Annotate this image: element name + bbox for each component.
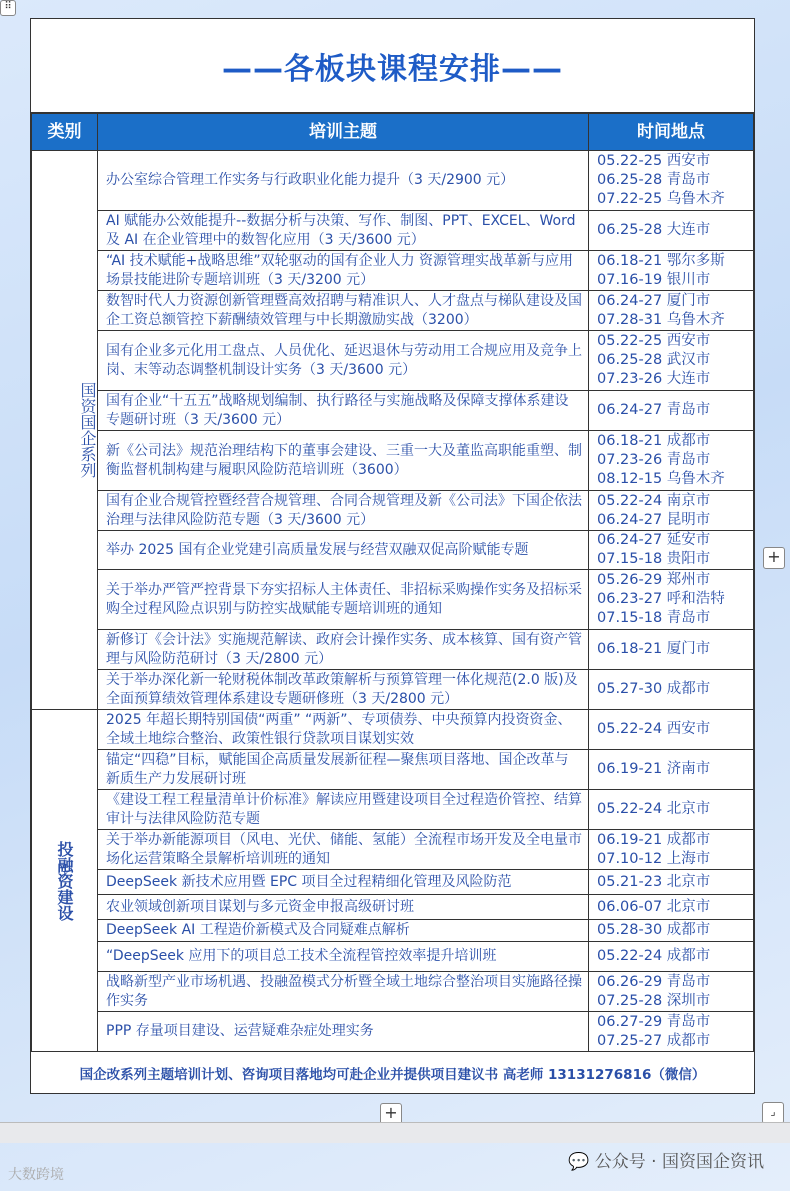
contact-footer: 国企改系列主题培训计划、咨询项目落地均可赴企业并提供项目建议书 高老师 13131276816（微信） xyxy=(79,1067,706,1083)
topic-cell: 《建设工程工程量清单计价标准》解读应用暨建设项目全过程造价管控、结算审计与法律风险防范专题 xyxy=(98,790,589,830)
time-location-cell: 05.21-23 北京市 xyxy=(589,870,754,895)
time-location-cell: 06.24-27 延安市 07.15-18 贵阳市 xyxy=(589,531,754,570)
topic-cell: 2025 年超长期特别国债“两重” “两新”、专项债券、中央预算内投资资金、全域土地综合整治、政策性银行贷款项目谋划实效 xyxy=(98,710,589,750)
time-location-cell: 05.28-30 成都市 xyxy=(589,920,754,942)
table-row xyxy=(32,211,754,251)
time-location-cell: 06.25-28 大连市 xyxy=(589,211,754,251)
time-location-cell: 05.22-25 西安市 06.25-28 青岛市 07.22-25 乌鲁木齐 xyxy=(589,151,754,211)
topic-cell: 关于举办深化新一轮财税体制改革政策解析与预算管理一体化规范(2.0 版)及全面预算绩效管理体系建设专题研修班（3 天/2800 元） xyxy=(98,670,589,710)
table-row xyxy=(32,331,754,391)
watermark-corner: 大数跨境 xyxy=(8,1167,64,1183)
category-cell: 国资国企系列 xyxy=(32,151,98,710)
time-location-cell: 06.18-21 鄂尔多斯 07.16-19 银川市 xyxy=(589,251,754,291)
table-row xyxy=(32,920,754,942)
topic-cell: PPP 存量项目建设、运营疑难杂症处理实务 xyxy=(98,1012,589,1052)
header-category: 类别 xyxy=(32,114,98,151)
table-row xyxy=(32,251,754,291)
topic-cell: 战略新型产业市场机遇、投融盈模式分析暨全域土地综合整治项目实施路径操作实务 xyxy=(98,972,589,1012)
time-location-cell: 06.06-07 北京市 xyxy=(589,895,754,920)
add-row-button[interactable]: + xyxy=(380,1103,402,1125)
table-row xyxy=(32,830,754,870)
table-row xyxy=(32,291,754,331)
table-row xyxy=(32,790,754,830)
editor-status-bar xyxy=(0,1122,790,1143)
time-location-cell: 06.18-21 厦门市 xyxy=(589,630,754,670)
topic-cell: 国有企业“十五五”战略规划编制、执行路径与实施战略及保障支撑体系建设专题研讨班（3 天/3600 元） xyxy=(98,391,589,431)
table-row xyxy=(32,531,754,570)
time-location-cell: 06.24-27 厦门市 07.28-31 乌鲁木齐 xyxy=(589,291,754,331)
topic-cell: 新修订《会计法》实施规范解读、政府会计操作实务、成本核算、国有资产管理与风险防范研讨（3 天/2800 元） xyxy=(98,630,589,670)
watermark-text: 公众号 · 国资国企资讯 xyxy=(594,1152,764,1172)
time-location-cell: 05.26-29 郑州市 06.23-27 呼和浩特 07.15-18 青岛市 xyxy=(589,570,754,630)
topic-cell: 关于举办严管严控背景下夯实招标人主体责任、非招标采购操作实务及招标采购全过程风险点识别与防控实战赋能专题培训班的通知 xyxy=(98,570,589,630)
table-row xyxy=(32,972,754,1012)
table-row xyxy=(32,1012,754,1052)
table-row xyxy=(32,151,754,211)
time-location-cell: 05.22-24 西安市 xyxy=(589,710,754,750)
table-row xyxy=(32,431,754,491)
table-row xyxy=(32,491,754,531)
time-location-cell: 05.27-30 成都市 xyxy=(589,670,754,710)
document-page xyxy=(30,18,755,1094)
topic-cell: 新《公司法》规范治理结构下的董事会建设、三重一大及董监高职能重塑、制衡监督机制构建与履职风险防范培训班（3600） xyxy=(98,431,589,491)
table-row xyxy=(32,630,754,670)
resize-handle-icon[interactable]: ⌟ xyxy=(762,1102,784,1124)
time-location-cell: 06.24-27 青岛市 xyxy=(589,391,754,431)
header-topic: 培训主题 xyxy=(98,114,589,151)
table-row xyxy=(32,870,754,895)
topic-cell: 国有企业多元化用工盘点、人员优化、延迟退休与劳动用工合规应用及竞争上岗、末等动态调整机制设计实务（3 天/3600 元） xyxy=(98,331,589,391)
table-move-handle-icon[interactable]: ⠿ xyxy=(0,0,16,16)
table-row xyxy=(32,895,754,920)
time-location-cell: 05.22-24 成都市 xyxy=(589,942,754,972)
topic-cell: “AI 技术赋能+战略思维”双轮驱动的国有企业人力 资源管理实战革新与应用场景技能进阶专题培训班（3 天/3200 元） xyxy=(98,251,589,291)
category-cell: 投融资建设 xyxy=(32,710,98,1052)
time-location-cell: 06.27-29 青岛市 07.25-27 成都市 xyxy=(589,1012,754,1052)
course-table xyxy=(31,113,754,1052)
table-row xyxy=(32,670,754,710)
time-location-cell: 06.26-29 青岛市 07.25-28 深圳市 xyxy=(589,972,754,1012)
topic-cell: “DeepSeek 应用下的项目总工技术全流程管控效率提升培训班 xyxy=(98,942,589,972)
topic-cell: 国有企业合规管控暨经营合规管理、合同合规管理及新《公司法》下国企依法治理与法律风险防范专题（3 天/3600 元） xyxy=(98,491,589,531)
table-row xyxy=(32,942,754,972)
table-row xyxy=(32,710,754,750)
time-location-cell: 06.18-21 成都市 07.23-26 青岛市 08.12-15 乌鲁木齐 xyxy=(589,431,754,491)
time-location-cell: 06.19-21 成都市 07.10-12 上海市 xyxy=(589,830,754,870)
topic-cell: 办公室综合管理工作实务与行政职业化能力提升（3 天/2900 元） xyxy=(98,151,589,211)
watermark: 💬 公众号 · 国资国企资讯 xyxy=(568,1152,764,1172)
table-row xyxy=(32,391,754,431)
topic-cell: 农业领域创新项目谋划与多元资金申报高级研讨班 xyxy=(98,895,589,920)
add-column-button[interactable]: + xyxy=(763,547,785,569)
header-time: 时间地点 xyxy=(589,114,754,151)
page-title: ——各板块课程安排—— xyxy=(31,19,754,113)
time-location-cell: 05.22-25 西安市 06.25-28 武汉市 07.23-26 大连市 xyxy=(589,331,754,391)
topic-cell: DeepSeek AI 工程造价新模式及合同疑难点解析 xyxy=(98,920,589,942)
topic-cell: DeepSeek 新技术应用暨 EPC 项目全过程精细化管理及风险防范 xyxy=(98,870,589,895)
topic-cell: 锚定“四稳”目标，赋能国企高质量发展新征程—聚焦项目落地、国企改革与新质生产力发展研讨班 xyxy=(98,750,589,790)
time-location-cell: 06.19-21 济南市 xyxy=(589,750,754,790)
time-location-cell: 05.22-24 北京市 xyxy=(589,790,754,830)
time-location-cell: 05.22-24 南京市 06.24-27 昆明市 xyxy=(589,491,754,531)
table-row xyxy=(32,750,754,790)
topic-cell: 关于举办新能源项目（风电、光伏、储能、氢能）全流程市场开发及全电量市场化运营策略全景解析培训班的通知 xyxy=(98,830,589,870)
topic-cell: AI 赋能办公效能提升--数据分析与决策、写作、制图、PPT、EXCEL、Word 及 AI 在企业管理中的数智化应用（3 天/3600 元） xyxy=(98,211,589,251)
topic-cell: 举办 2025 国有企业党建引高质量发展与经营双融双促高阶赋能专题 xyxy=(98,531,589,570)
table-row xyxy=(32,570,754,630)
topic-cell: 数智时代人力资源创新管理暨高效招聘与精准识人、人才盘点与梯队建设及国企工资总额管控下薪酬绩效管理与中长期激励实战（3200） xyxy=(98,291,589,331)
